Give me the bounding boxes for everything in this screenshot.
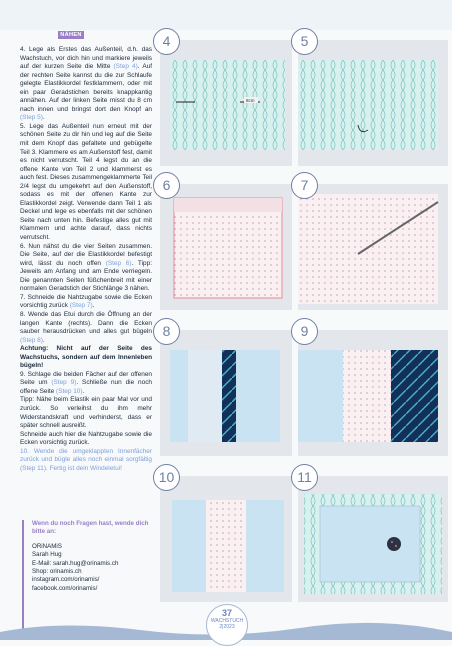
contact-name: Sarah Hug	[32, 551, 62, 559]
photo-step-4	[160, 40, 292, 166]
step-number-7: 7	[291, 172, 318, 199]
step-number-9: 9	[291, 318, 318, 345]
contact-ask: Wenn du noch Fragen hast, wende dich bitte an:	[32, 520, 149, 536]
paragraph-step-7: 7. Schneide die Nahtzugabe sowie die Ecken vorsichtig zurück (Step 7).	[20, 293, 152, 310]
paragraph-step-9: 9. Schlage die beiden Fächer auf der offenen Seite um (Step 9). Schließe nun die noch offene Seite (Step 10).	[20, 370, 153, 395]
photo-step-11	[298, 476, 448, 602]
magazine-title: WACHSTUCH	[210, 618, 244, 624]
step-number-5: 5	[291, 28, 318, 55]
contact-box	[32, 520, 152, 593]
contact-email: E-Mail: sarah.hug@orinamis.ch	[32, 559, 119, 567]
paragraph-warning: Achtung: Nicht auf der Seite des Wachstuchs, sondern auf dem Innenleben bügeln!	[20, 345, 152, 370]
paragraph-step-8: 8. Wende das Etui durch die Öffnung an der langen Kante (rechts). Dann die Ecken sauber herausdrücken und alles gut bügeln (Step 8).	[20, 310, 152, 344]
paragraph-tip: Tipp: Nähe beim Elastik ein paar Mal vor und zurück. So verleihst du ihm mehr Widerstandskraft und verhinderst, dass er später schnell ausreißt.	[20, 396, 152, 430]
photo-step-5	[298, 40, 448, 166]
paragraph-step-6: 6. Nun nähst du die vier Seiten zusammen. Die Seite, auf der die Elastikkordel befestigt wird, lässt du noch offen (Step 6). Tipp: Jeweils am Anfang und am Ende verriegeln. Die genannten Seiten füßchenbreit mit einer normalen Geradstich der Stichlänge 3 nähen.	[20, 242, 152, 293]
contact-brand: ORiNAMiS	[32, 542, 62, 550]
photo-step-9	[298, 330, 448, 456]
page-number: 37	[221, 608, 232, 618]
contact-facebook: facebook.com/orinamis/	[32, 584, 98, 592]
step-number-10: 10	[153, 464, 180, 491]
step-number-6: 6	[153, 172, 180, 199]
issue-number: 2|2023	[219, 624, 235, 630]
photo-step-7	[298, 184, 448, 310]
step-number-4: 4	[153, 28, 180, 55]
top-band	[0, 0, 452, 30]
photo-step-10	[160, 476, 292, 602]
section-badge: NÄHEN	[58, 31, 84, 39]
instructions-column	[20, 46, 152, 473]
paragraph-step-10: 10. Wende die umgeklappten Innenfächer zurück und bügle alles noch einmal sorgfältig (Step 11). Fertig ist dein Windeletui!	[20, 447, 152, 472]
paragraph-step-4: 4. Lege als Erstes das Außenteil, d.h. das Wachstuch, vor dich hin und markiere jeweils auf der kurzen Seite die Mitte (Step 4). Auf der rechten Seite kannst du die zur Schlaufe gelegte Elastikkordel festklammern, oder mit ein paar Geradstichen bereits knappkantig annähen. Auf der linken Seite misst du 8 cm nach innen und bringst dort den Knopf an (Step 5).	[20, 46, 152, 122]
photo-step-6	[160, 184, 292, 310]
contact-shop: Shop: orinamis.ch	[32, 568, 82, 576]
contact-instagram: instagram.com/orinamis/	[32, 576, 100, 584]
photo-step-8	[160, 330, 292, 456]
paragraph-step-5: 5. Lege das Außenteil nun erneut mit der schönen Seite zu dir hin und leg auf die Seite mit dem Knopf das gefaltete und gebügelte Teil 3. Klammere es am Außenstoff fest, damit es nicht verrutscht. Teil 4 legst du an die offene Kante von Teil 2 und klammerst es auch fest. Dieses zusammengeklammerte Teil 2/4 legst du umgekehrt auf den Außenstoff, sodass es mit der offenen Kante zur Elastikkordel zeigt. Verwende dann Teil 1 als Deckel und lege es ebenfalls mit der schönen Seite nach unten hin. Befestige alles gut mit Klammern und achte darauf, dass nichts verrutscht.	[20, 122, 152, 242]
step-number-8: 8	[153, 318, 180, 345]
paragraph-trim: Schneide auch hier die Nahtzugabe sowie die Ecken vorsichtig zurück.	[20, 430, 152, 447]
step-number-11: 11	[291, 464, 318, 491]
svg-text:8cm: 8cm	[246, 98, 255, 103]
